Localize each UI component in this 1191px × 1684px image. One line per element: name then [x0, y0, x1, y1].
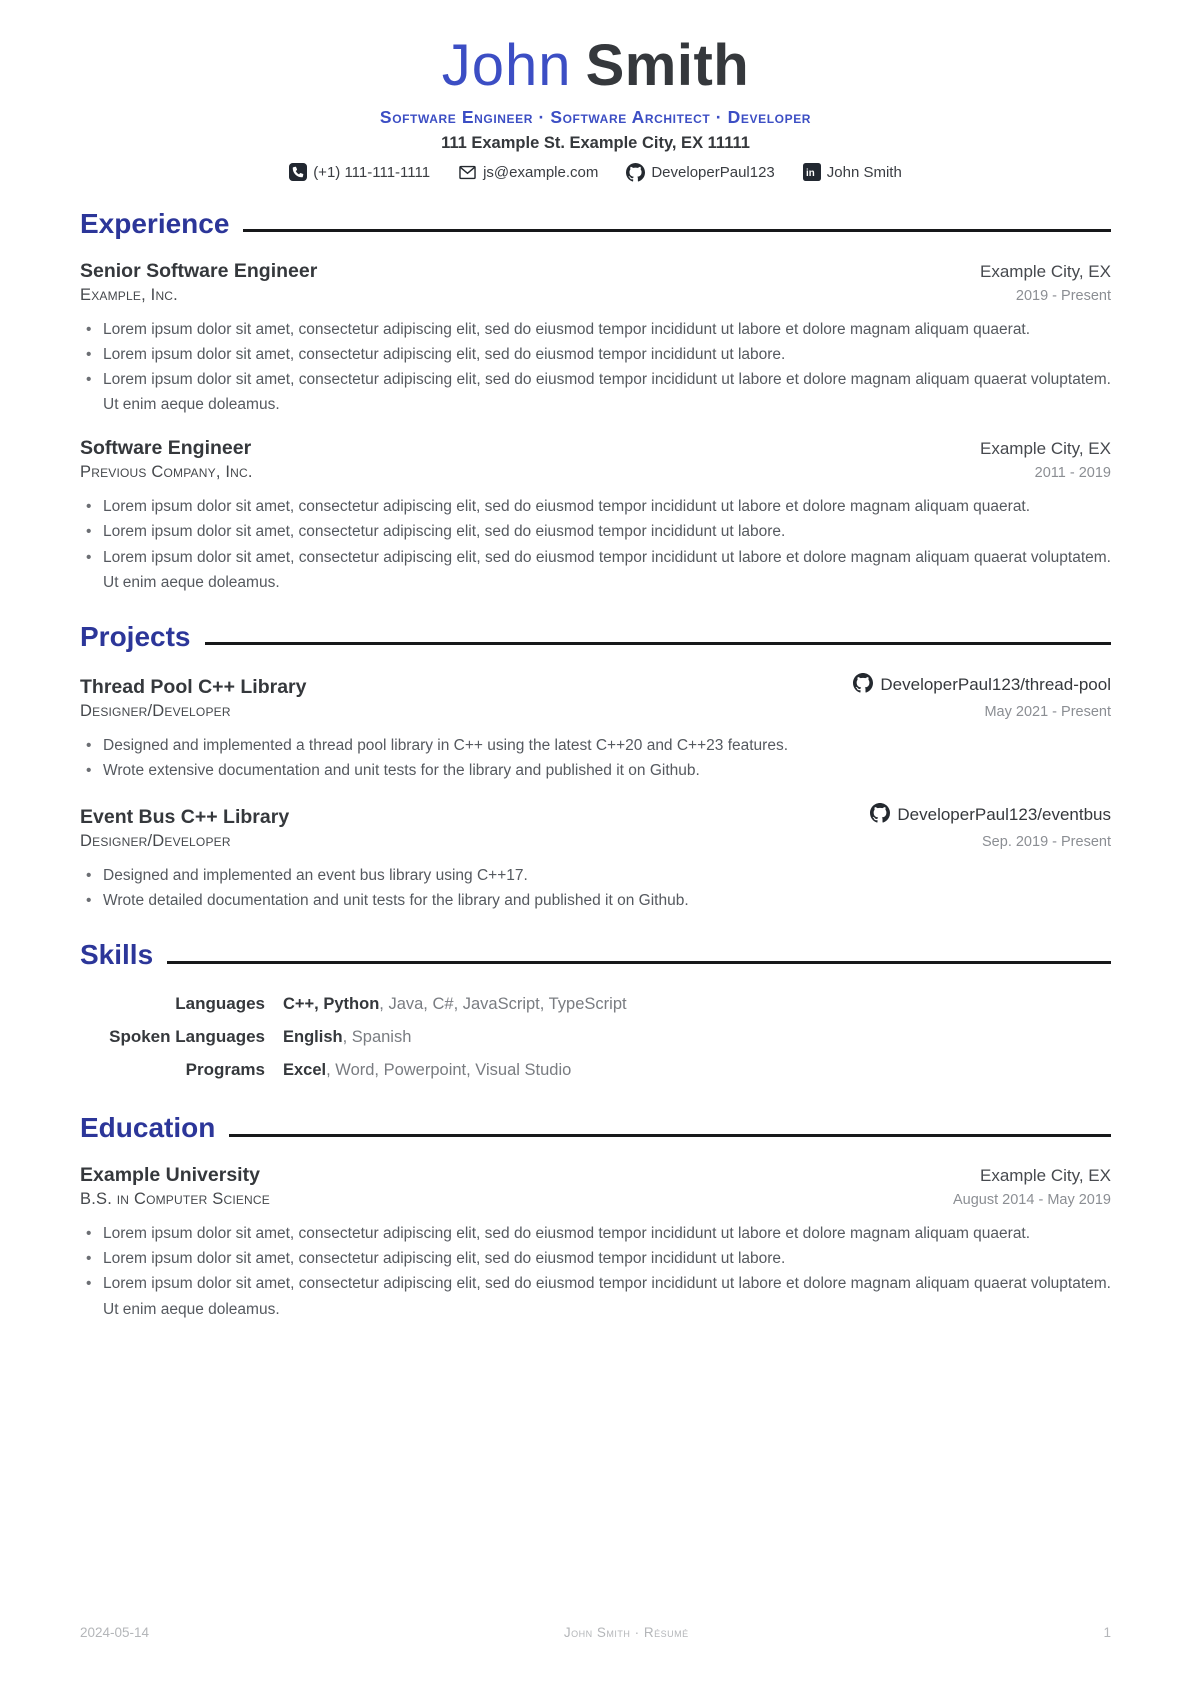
job-location: Example City, EX — [979, 261, 1111, 281]
project-repo-link[interactable] — [870, 803, 1111, 828]
bullet-item: • Lorem ipsum dolor sit amet, consectetur adipiscing elit, sed do eiusmod tempor incididunt ut labore et dolore magnam aliquam quaerat voluptatem. Ut enim aeque doleamus. — [80, 367, 1111, 417]
section-title-education: Education — [80, 1112, 216, 1144]
skill-value-rest: , Spanish — [342, 1027, 412, 1046]
project-repo-link[interactable] — [853, 673, 1111, 698]
experience-heading-row — [80, 208, 1111, 240]
project-title: Thread Pool C++ Library — [80, 675, 307, 698]
bullet-item: • Lorem ipsum dolor sit amet, consectetur adipiscing elit, sed do eiusmod tempor incididunt ut labore et dolore magnam aliquam quaerat voluptatem. Ut enim aeque doleamus. — [80, 545, 1111, 595]
education-bullet-list — [80, 1221, 1111, 1321]
section-rule — [167, 961, 1111, 964]
section-rule — [243, 229, 1111, 232]
skill-row-languages — [80, 987, 1111, 1020]
project-bullet-list — [80, 733, 1111, 783]
school-location: Example City, EX — [979, 1166, 1111, 1186]
projects-heading-row — [80, 621, 1111, 653]
github-icon — [870, 803, 890, 828]
job-entry — [80, 260, 1111, 417]
bullet-item: • Lorem ipsum dolor sit amet, consectetur adipiscing elit, sed do eiusmod tempor incididunt ut labore. — [80, 519, 1111, 544]
page-footer — [80, 1625, 1111, 1640]
skill-row-programs — [80, 1053, 1111, 1086]
linkedin-contact[interactable] — [803, 163, 902, 181]
linkedin-name: John Smith — [826, 163, 902, 181]
job-dates: 2019 - Present — [1015, 287, 1111, 304]
skills-section — [80, 939, 1111, 1086]
skill-value — [283, 1028, 411, 1047]
full-name — [80, 33, 1111, 98]
education-heading-row — [80, 1112, 1111, 1144]
bullet-item: • Designed and implemented a thread pool library in C++ using the latest C++20 and C++23 features. — [80, 733, 1111, 758]
project-entry — [80, 673, 1111, 783]
skill-label: Programs — [185, 1059, 265, 1079]
phone-number: (+1) 111-111-1111 — [313, 163, 431, 181]
bullet-item: • Wrote detailed documentation and unit tests for the library and published it on Github. — [80, 888, 1111, 913]
section-rule — [229, 1134, 1111, 1137]
bullet-item: • Designed and implemented an event bus library using C++17. — [80, 863, 1111, 888]
job-company: Example, Inc. — [80, 285, 178, 304]
project-title: Event Bus C++ Library — [80, 805, 290, 828]
footer-page-number: 1 — [1103, 1625, 1111, 1640]
github-icon — [853, 673, 873, 698]
bullet-item: • Lorem ipsum dolor sit amet, consectetur adipiscing elit, sed do eiusmod tempor incididunt ut labore. — [80, 342, 1111, 367]
github-contact[interactable] — [626, 163, 774, 182]
section-rule — [205, 642, 1112, 645]
job-bullet-list — [80, 494, 1111, 594]
github-icon — [626, 163, 645, 182]
school-name: Example University — [80, 1164, 260, 1187]
education-section — [80, 1112, 1111, 1321]
skill-value-bold: C++, Python — [283, 994, 380, 1013]
envelope-icon — [458, 163, 477, 182]
project-role: Designer/Developer — [80, 831, 231, 850]
project-repo-name: DeveloperPaul123/thread-pool — [880, 675, 1111, 695]
bullet-item: • Lorem ipsum dolor sit amet, consectetur adipiscing elit, sed do eiusmod tempor incididunt ut labore et dolore magnam aliquam quaerat. — [80, 317, 1111, 342]
project-dates: May 2021 - Present — [984, 703, 1111, 720]
experience-section — [80, 208, 1111, 595]
footer-date: 2024-05-14 — [80, 1625, 150, 1640]
job-location: Example City, EX — [979, 439, 1111, 459]
contact-row — [80, 163, 1111, 182]
skill-value — [283, 995, 627, 1014]
project-entry — [80, 803, 1111, 913]
skill-value-bold: English — [283, 1027, 343, 1046]
bullet-item: • Wrote extensive documentation and unit tests for the library and published it on Github. — [80, 758, 1111, 783]
education-entry — [80, 1164, 1111, 1321]
email-address: js@example.com — [483, 163, 599, 181]
first-name: John — [441, 33, 572, 98]
bullet-item: • Lorem ipsum dolor sit amet, consectetur adipiscing elit, sed do eiusmod tempor incididunt ut labore et dolore magnam aliquam quaerat. — [80, 494, 1111, 519]
job-title: Software Engineer — [80, 437, 252, 460]
tagline: Software Engineer · Software Architect · Developer — [379, 106, 812, 127]
job-entry — [80, 437, 1111, 594]
job-dates: 2011 - 2019 — [1034, 465, 1111, 482]
project-dates: Sep. 2019 - Present — [982, 833, 1111, 850]
job-company: Previous Company, Inc. — [80, 463, 253, 482]
section-title-projects: Projects — [80, 620, 191, 652]
phone-contact[interactable] — [289, 163, 430, 181]
job-bullet-list — [80, 317, 1111, 417]
project-role: Designer/Developer — [80, 701, 231, 720]
project-repo-name: DeveloperPaul123/eventbus — [897, 805, 1111, 825]
phone-icon — [289, 163, 307, 181]
skill-value — [283, 1061, 571, 1080]
skill-value-bold: Excel — [283, 1060, 327, 1079]
bullet-item: • Lorem ipsum dolor sit amet, consectetur adipiscing elit, sed do eiusmod tempor incididunt ut labore et dolore magnam aliquam quaerat voluptatem. Ut enim aeque doleamus. — [80, 1271, 1111, 1321]
svg-text:in: in — [805, 168, 815, 180]
skill-label: Spoken Languages — [109, 1026, 265, 1046]
email-contact[interactable] — [458, 163, 598, 182]
projects-section — [80, 621, 1111, 913]
section-title-skills: Skills — [80, 939, 154, 971]
skill-value-rest: , Java, C#, JavaScript, TypeScript — [379, 994, 627, 1013]
bullet-item: • Lorem ipsum dolor sit amet, consectetur adipiscing elit, sed do eiusmod tempor incididunt ut labore et dolore magnam aliquam quaerat. — [80, 1221, 1111, 1246]
project-bullet-list — [80, 863, 1111, 913]
footer-title: John Smith · Résumé — [563, 1625, 689, 1640]
job-title: Senior Software Engineer — [80, 259, 318, 282]
skills-heading-row — [80, 939, 1111, 971]
github-username: DeveloperPaul123 — [651, 163, 775, 181]
school-dates: August 2014 - May 2019 — [953, 1192, 1111, 1209]
degree: B.S. in Computer Science — [80, 1190, 270, 1209]
skill-row-spoken-languages — [80, 1020, 1111, 1053]
skill-label: Languages — [175, 993, 265, 1013]
section-title-experience: Experience — [80, 207, 230, 239]
skill-value-rest: , Word, Powerpoint, Visual Studio — [326, 1060, 572, 1079]
bullet-item: • Lorem ipsum dolor sit amet, consectetur adipiscing elit, sed do eiusmod tempor incididunt ut labore. — [80, 1246, 1111, 1271]
skills-table — [80, 987, 1111, 1086]
linkedin-icon — [803, 163, 821, 181]
last-name: Smith — [585, 33, 750, 98]
address: 111 Example St. Example City, EX 11111 — [441, 133, 750, 152]
